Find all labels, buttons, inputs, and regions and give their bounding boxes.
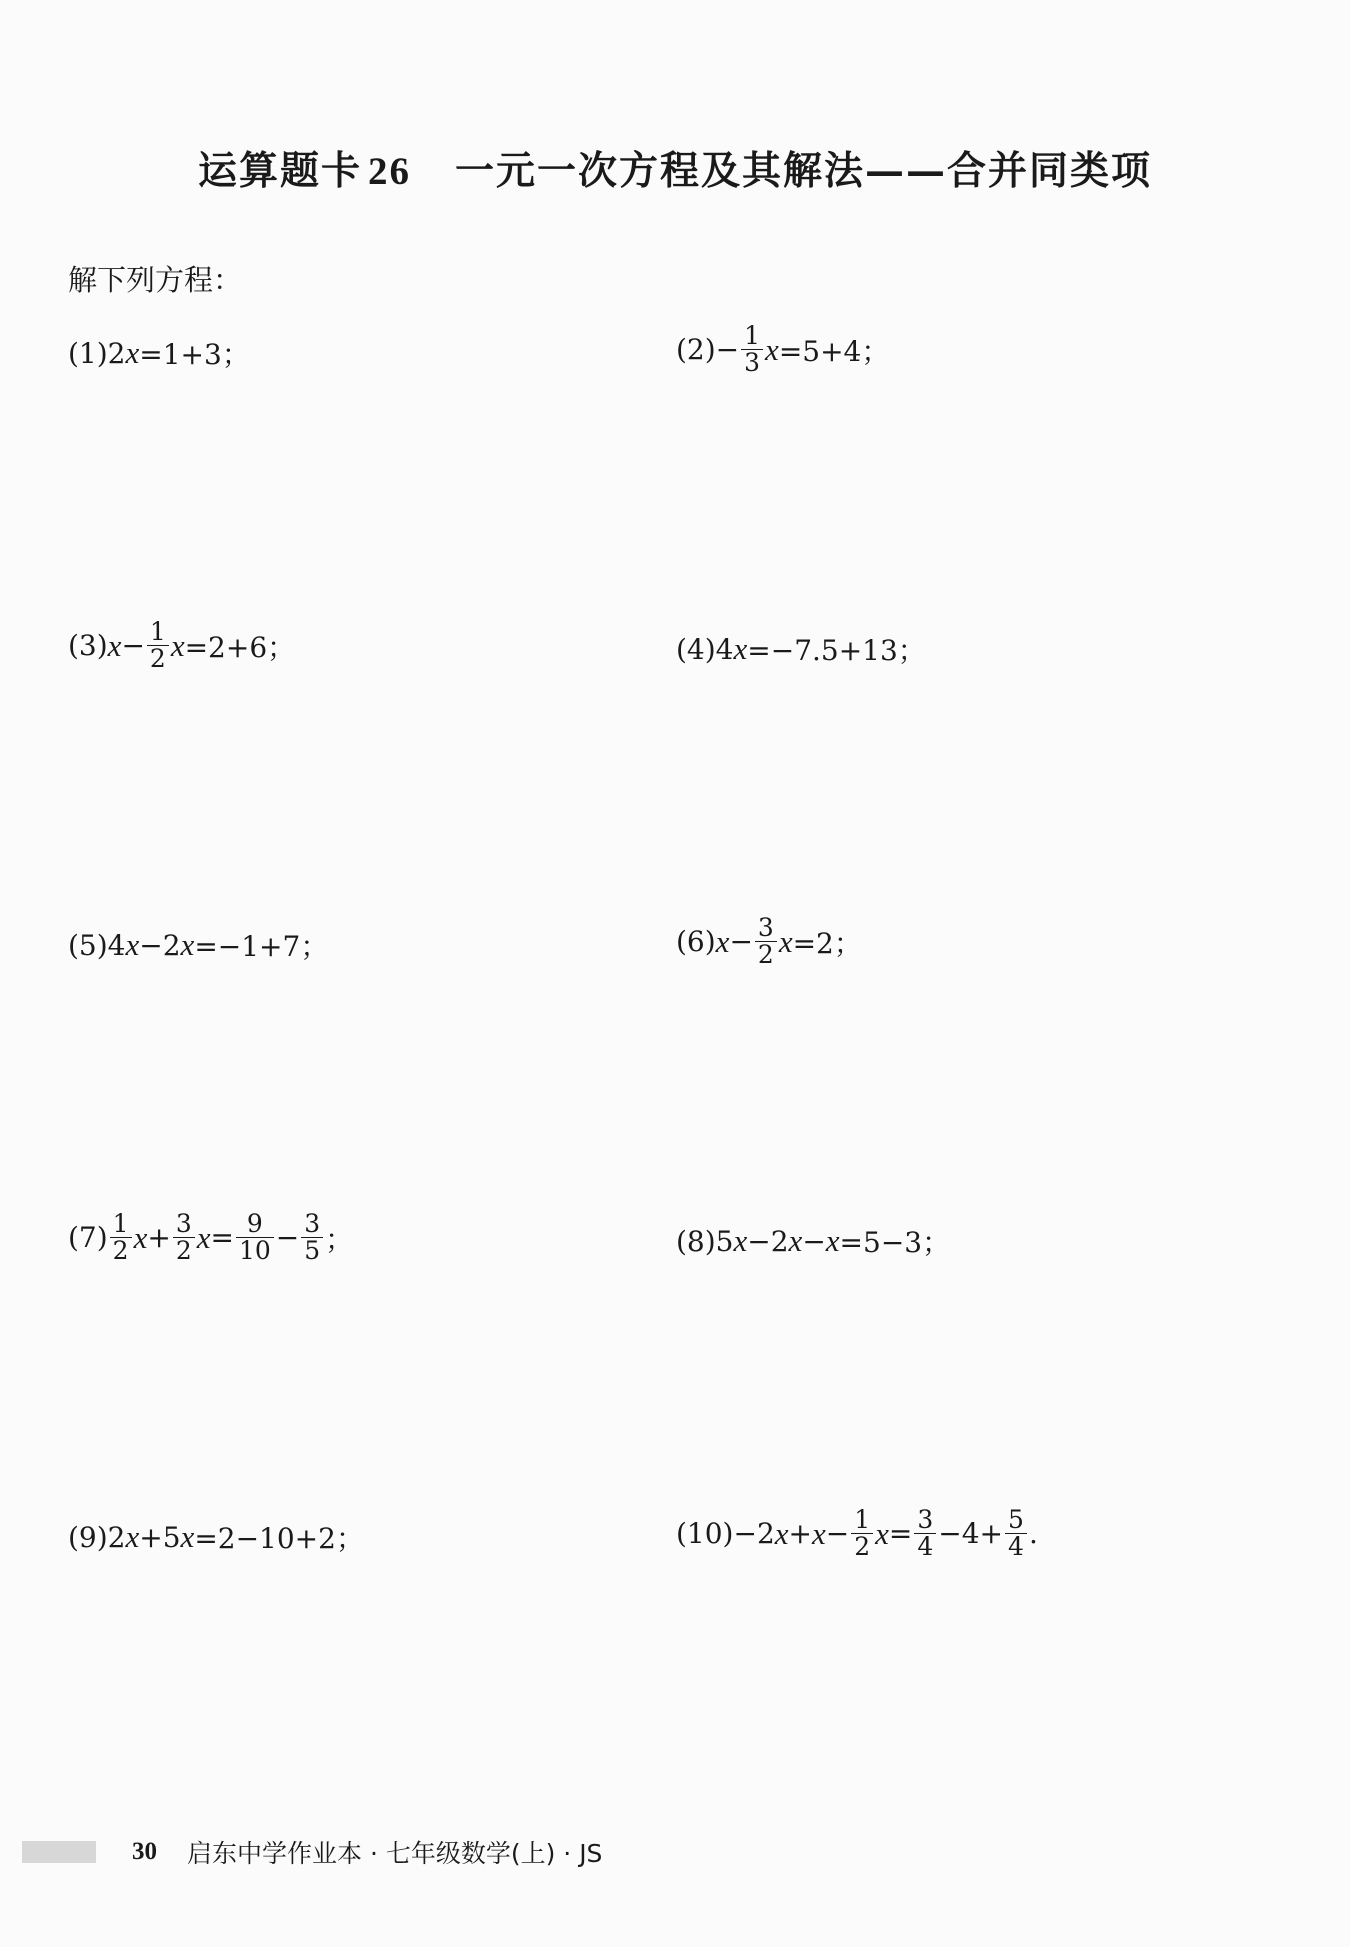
page-number: 30 (132, 1838, 157, 1865)
equation-text: −2 (747, 1224, 789, 1258)
fraction-numerator: 3 (304, 1209, 321, 1238)
variable: x (733, 1223, 748, 1258)
fraction (173, 1211, 195, 1265)
variable: x (774, 1515, 789, 1551)
fraction (147, 619, 169, 673)
instruction-text: 解下列方程： (68, 263, 243, 297)
problem-8 (676, 1221, 950, 1261)
variable: x (765, 331, 779, 367)
equation-text: 4 (715, 632, 734, 666)
fraction-denominator: 2 (110, 1237, 132, 1264)
equation-text: =−7.5+13； (747, 634, 926, 667)
fraction-denominator: 3 (741, 349, 763, 376)
fraction-numerator: 9 (246, 1209, 263, 1238)
fraction-denominator: 2 (173, 1237, 195, 1264)
problem-label: (9) (68, 1520, 108, 1554)
fraction (236, 1211, 274, 1265)
page-footer (0, 1834, 602, 1870)
equation-text: =1+3； (139, 338, 250, 371)
problem-label: (4) (676, 632, 716, 666)
fraction-numerator: 1 (744, 321, 761, 350)
equation-text: 4 (107, 928, 126, 962)
title-number: 26 (368, 150, 411, 193)
fraction-numerator: 3 (175, 1209, 192, 1238)
variable: x (733, 631, 748, 666)
variable: x (825, 1223, 840, 1258)
equation-text: − (715, 333, 740, 367)
variable: x (180, 1519, 195, 1554)
equation-text: 2 (107, 1520, 126, 1554)
problem-9 (68, 1517, 364, 1557)
equation-text: − (802, 1224, 826, 1258)
fraction-numerator: 1 (112, 1209, 129, 1238)
variable: x (170, 627, 185, 663)
fraction-numerator: 1 (854, 1505, 871, 1534)
equation-text: +5 (139, 1520, 181, 1554)
problem-label: (8) (676, 1224, 716, 1258)
equation-text: −2 (139, 928, 181, 962)
equation-text: =2+6； (184, 630, 296, 664)
fraction (755, 915, 777, 969)
fraction-numerator: 1 (149, 617, 166, 646)
equation-text: =2； (792, 926, 862, 960)
variable: x (180, 927, 195, 962)
equation-text: −2 (733, 1517, 775, 1551)
problem-label: (2) (676, 333, 716, 367)
fraction-denominator: 2 (755, 941, 777, 968)
equation-text: + (147, 1221, 171, 1255)
variable: x (125, 1519, 140, 1554)
fraction-numerator: 3 (917, 1505, 934, 1534)
fraction (851, 1507, 873, 1561)
variable: x (196, 1219, 211, 1255)
problem-3 (68, 619, 295, 673)
problem-label: (6) (676, 925, 716, 959)
fraction-denominator: 4 (1005, 1533, 1027, 1560)
book-title: 启东中学作业本 · 七年级数学(上) · JS (187, 1839, 603, 1868)
problem-2 (676, 323, 889, 377)
problem-4 (676, 629, 926, 669)
fraction (301, 1211, 323, 1265)
variable: x (125, 927, 140, 962)
fraction-denominator: 4 (914, 1533, 936, 1560)
page-title (0, 140, 1350, 196)
equation-text: − (729, 925, 753, 959)
fraction-numerator: 5 (1008, 1505, 1024, 1534)
equation-text: ； (325, 1222, 354, 1256)
fraction (1005, 1507, 1027, 1561)
fraction (110, 1211, 132, 1265)
footer-bar (22, 1841, 96, 1863)
fraction-denominator: 2 (851, 1533, 873, 1560)
problem-6 (676, 915, 862, 969)
fraction-denominator: 5 (301, 1237, 323, 1264)
equation-text: − (121, 629, 145, 663)
title-prefix: 运算题卡 (197, 148, 362, 194)
equation-text: −4+ (938, 1517, 1004, 1551)
equation-text: . (1028, 1517, 1038, 1551)
equation-text: = (210, 1221, 234, 1255)
equation-text: =5−3； (839, 1226, 951, 1259)
variable: x (788, 1223, 803, 1258)
problem-label: (10) (676, 1517, 734, 1551)
problem-7 (68, 1211, 353, 1265)
equation-text: − (275, 1221, 300, 1255)
variable: x (875, 1515, 889, 1551)
equation-text: =2−10+2； (194, 1522, 364, 1555)
variable: x (107, 627, 122, 663)
fraction (914, 1507, 936, 1561)
title-topic: 一元一次方程及其解法——合并同类项 (455, 148, 1153, 194)
equation-text: =5+4； (778, 334, 890, 368)
equation-text: = (888, 1517, 913, 1551)
fraction-denominator: 2 (147, 645, 169, 672)
problem-label: (1) (68, 336, 108, 370)
problem-5 (68, 925, 328, 965)
fraction-denominator: 10 (236, 1237, 274, 1264)
variable: x (778, 923, 793, 959)
problem-label: (7) (68, 1221, 108, 1255)
problem-label: (3) (68, 629, 108, 663)
problem-10 (676, 1507, 1038, 1561)
variable: x (715, 923, 730, 959)
variable: x (812, 1515, 826, 1551)
equation-text: 5 (715, 1224, 734, 1258)
equation-text: + (788, 1517, 812, 1551)
equation-text: 2 (107, 336, 126, 370)
problem-label: (5) (68, 928, 108, 962)
variable: x (125, 335, 140, 370)
fraction-numerator: 3 (757, 913, 774, 942)
fraction (741, 323, 763, 377)
variable: x (133, 1219, 148, 1255)
equation-text: − (825, 1517, 850, 1551)
equation-text: =−1+7； (194, 930, 329, 963)
problem-1 (68, 333, 250, 373)
